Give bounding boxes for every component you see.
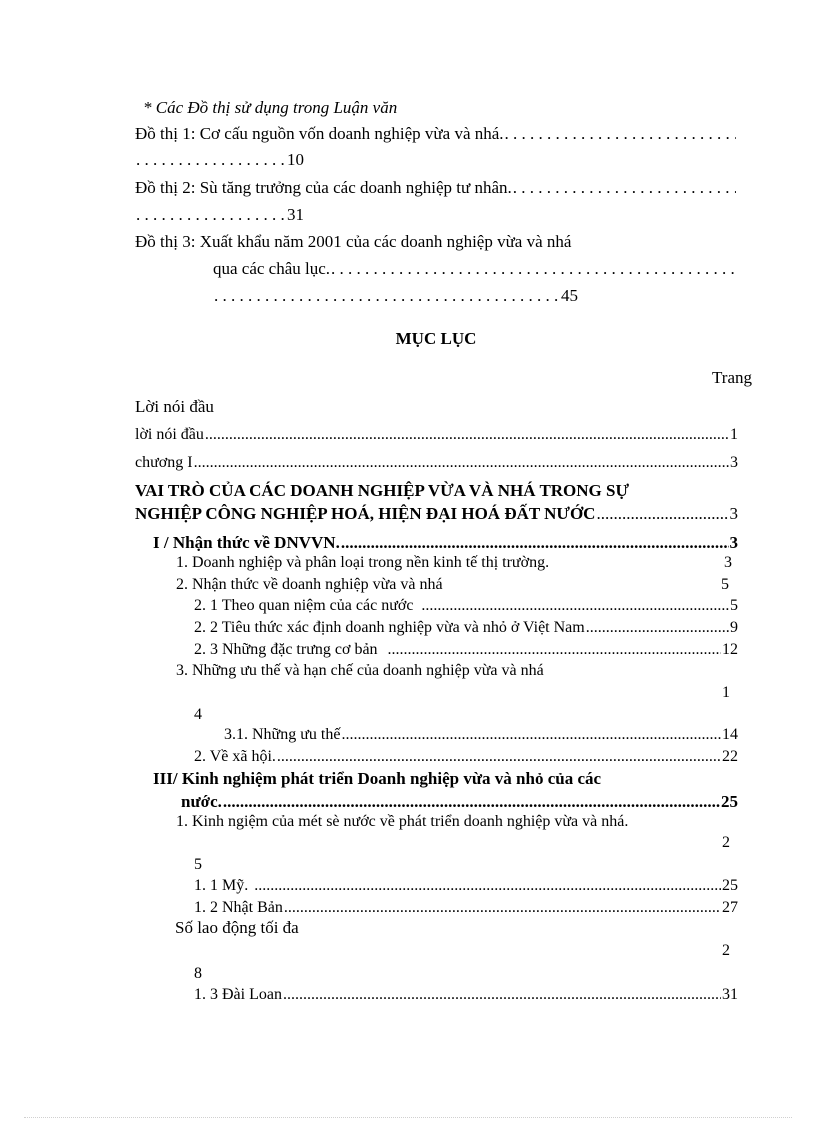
- graph-1-entry: [135, 124, 737, 144]
- toc-entry-page: 3: [729, 533, 738, 552]
- toc-entry: [194, 877, 738, 895]
- toc-entry: [194, 899, 738, 917]
- graph-3-entry: [213, 259, 738, 279]
- toc-entry-text: 2. Nhận thức về doanh nghiệp vừa và nhá: [176, 576, 443, 593]
- toc-entry-text: 2. Về xã hội.: [194, 748, 276, 765]
- dot-leader: [254, 877, 721, 895]
- graph-1-continuation: [135, 150, 435, 170]
- dot-leader: [331, 259, 737, 279]
- toc-entry-text: 1. 3 Đài Loan: [194, 986, 282, 1003]
- toc-entry-page: 14: [722, 726, 738, 743]
- toc-entry-page: 31: [722, 986, 738, 1003]
- toc-entry: [224, 726, 738, 744]
- page-bottom-rule: [24, 1117, 792, 1118]
- dot-leader: [214, 286, 560, 306]
- toc-entry-page: 1: [722, 684, 730, 701]
- toc-entry-text: 2. 3 Những đặc trưng cơ bản: [194, 641, 378, 658]
- graph-2-label: Đồ thị 2: Sù tăng trưởng của các doanh nghiệp tư nhân.: [135, 178, 512, 197]
- graph-2-entry: [135, 178, 737, 198]
- toc-entry-page: 22: [722, 748, 738, 765]
- dot-leader: [341, 533, 729, 553]
- graph-3-page: 45: [561, 286, 578, 305]
- graph-2-continuation: [135, 205, 435, 225]
- dot-leader: [513, 178, 736, 198]
- toc-entry: [153, 533, 738, 553]
- toc-entry-page: 3: [730, 454, 738, 471]
- toc-entry-page: 5: [730, 597, 738, 614]
- toc-entry: [194, 597, 738, 615]
- dot-leader: [421, 597, 729, 615]
- toc-title: MỤC LỤC: [395, 329, 477, 348]
- toc-entry-text: Số lao động tối đa: [175, 918, 299, 937]
- dot-leader: [136, 205, 286, 225]
- toc-entry: [194, 641, 738, 659]
- toc-entry: [181, 792, 738, 812]
- toc-entry: [194, 748, 738, 766]
- toc-entry-text: 2. 2 Tiêu thức xác định doanh nghiệp vừa và nhỏ ở Việt Nam: [194, 619, 585, 636]
- dot-leader: [596, 504, 728, 524]
- toc-entry-page: 2: [722, 834, 730, 851]
- toc-entry-page: 2: [722, 942, 730, 959]
- toc-entry-page: 5: [721, 576, 729, 593]
- dot-leader: [586, 619, 729, 637]
- toc-entry-text: nước.: [181, 792, 222, 811]
- toc-section-title: III/ Kinh nghiệm phát triển Doanh nghiệp vừa và nhỏ của các: [153, 769, 602, 788]
- dot-leader: [194, 454, 729, 472]
- toc-entry-text: 1. Kinh ngiệm của mét sè nước về phát triển doanh nghiệp vừa và nhá.: [176, 813, 629, 830]
- toc-entry: [194, 619, 738, 637]
- toc-entry: [135, 504, 738, 524]
- toc-entry-page: 1: [730, 426, 738, 443]
- dot-leader: [341, 726, 721, 744]
- toc-intro-heading: Lời nói đầu: [135, 397, 214, 416]
- toc-entry-page: 25: [721, 792, 738, 811]
- dot-leader: [283, 986, 721, 1004]
- toc-entry-page: 27: [722, 899, 738, 916]
- dot-leader: [505, 124, 736, 144]
- toc-entry-page: 4: [194, 706, 202, 723]
- toc-entry: [135, 454, 738, 472]
- dot-leader: [277, 748, 721, 766]
- toc-entry: [194, 986, 738, 1004]
- toc-entry-page: 12: [722, 641, 738, 658]
- dot-leader: [136, 150, 286, 170]
- toc-entry-page: 3: [724, 554, 732, 571]
- toc-entry-text: 3. Những ưu thế và hạn chế của doanh nghiệp vừa và nhá: [176, 662, 544, 679]
- toc-entry-page: 3: [729, 504, 738, 523]
- dot-leader: [205, 426, 729, 444]
- toc-entry-text: NGHIỆP CÔNG NGHIỆP HOÁ, HIỆN ĐẠI HOÁ ĐẤT NƯỚC: [135, 504, 596, 523]
- graphs-heading: * Các Đồ thị sử dụng trong Luận văn: [143, 98, 398, 117]
- dot-leader: [388, 641, 721, 659]
- toc-entry-page: 5: [194, 856, 202, 873]
- toc-page-header: Trang: [712, 368, 752, 387]
- toc-entry-text: lời nói đầu: [135, 426, 204, 443]
- toc-entry-text: 1. 1 Mỹ.: [194, 877, 249, 894]
- graph-3-continuation: [213, 286, 583, 306]
- dot-leader: [284, 899, 721, 917]
- graph-1-page: 10: [287, 150, 304, 169]
- toc-entry-page: 9: [730, 619, 738, 636]
- graph-2-page: 31: [287, 205, 304, 224]
- toc-entry-text: chương I: [135, 454, 193, 471]
- toc-entry-text: 1. 2 Nhật Bản: [194, 899, 283, 916]
- graph-3-label: Đồ thị 3: Xuất khẩu năm 2001 của các doanh nghiệp vừa và nhá: [135, 232, 572, 251]
- toc-entry-text: 3.1. Những ưu thế: [224, 726, 341, 743]
- toc-entry: [135, 426, 738, 444]
- toc-entry-text: I / Nhận thức về DNVVN.: [153, 533, 340, 552]
- dot-leader: [223, 792, 720, 812]
- toc-entry-text: 1. Doanh nghiệp và phân loại trong nền kinh tế thị trường.: [176, 554, 550, 571]
- toc-entry-page: 25: [722, 877, 738, 894]
- toc-chapter-title: VAI TRÒ CỦA CÁC DOANH NGHIỆP VỪA VÀ NHÁ TRONG SỰ: [135, 481, 630, 500]
- graph-3-label-2: qua các châu lục.: [213, 259, 331, 278]
- toc-entry-page: 8: [194, 965, 202, 982]
- graph-1-label: Đồ thị 1: Cơ cấu nguồn vốn doanh nghiệp vừa và nhá.: [135, 124, 504, 143]
- toc-entry-text: 2. 1 Theo quan niệm của các nước: [194, 597, 414, 614]
